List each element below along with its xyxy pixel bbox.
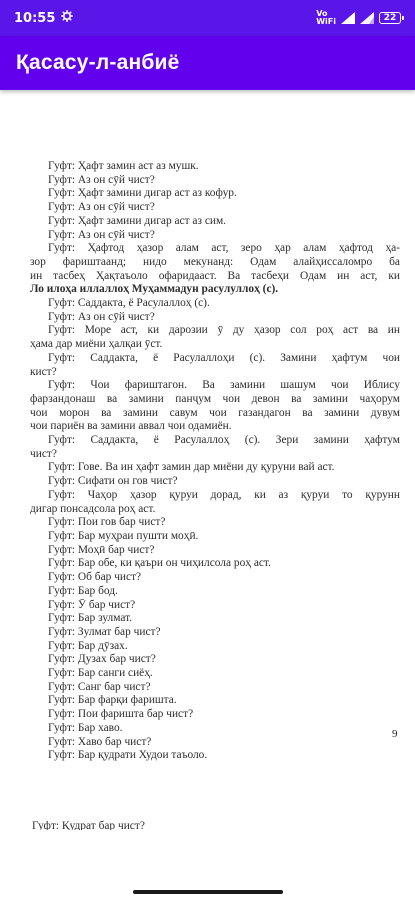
text-line: Гуфт: Бар қудрати Худои таъоло.	[48, 749, 208, 762]
text-line: Гуфт: Бар дӯзах.	[48, 639, 128, 652]
text-line: Гуфт: Об бар чист?	[48, 571, 142, 584]
text-line: Гуфт: Чои фариштагон. Ва замини шашум чои Иблиcу	[48, 379, 400, 392]
text-line: фарзандонаш ва замини панҷум чои девон ва замини чаҳорум	[30, 392, 400, 405]
battery-icon	[379, 12, 401, 24]
page-number: 9	[392, 728, 398, 740]
text-line: Гуфт: Бар фарқи фаришта.	[48, 694, 177, 707]
navigation-bar	[0, 866, 415, 900]
text-line: Гуфт: Бар муҳраи пушти моҳӣ.	[48, 529, 199, 542]
settings-gear-icon	[61, 10, 73, 26]
text-line: Гуфт: Бар хаво.	[48, 721, 123, 734]
text-line: Гуфт: Моҳӣ бар чист?	[48, 543, 155, 556]
text-line: Гуфт: Аз он сӯй чист?	[48, 173, 155, 186]
text-line: Гуфт: Ҳафт замини дигар аст аз сим.	[48, 214, 227, 227]
vowifi-indicator: Vo WiFi	[316, 9, 336, 26]
text-line-bold: Ло илоҳа иллаллоҳ Муҳаммадун расулуллоҳ (с).	[30, 283, 279, 296]
status-time: 10:55	[14, 10, 56, 26]
text-line: Гуфт: Бар бод.	[48, 584, 118, 597]
text-line: Гуфт: Море аст, ки дарозии ӯ ду ҳазор сол роҳ аст ва ин	[48, 324, 400, 337]
signal-strength-icon-2	[360, 12, 374, 24]
home-indicator[interactable]	[133, 890, 283, 894]
status-left	[14, 10, 73, 26]
app-title: Қасасу-л-анбиё	[16, 51, 180, 74]
text-line: Гуфт: Саддакта, ё Расулаллоҳ (с). Зери замини ҳафтум	[48, 434, 400, 447]
text-line: чист?	[30, 447, 57, 460]
text-line: Гуфт: Аз он сӯй чист?	[48, 228, 155, 241]
text-line: Гуфт: Ҳафтод ҳазор алам аст, зеро ҳар алам ҳафтод ҳа-	[48, 242, 400, 255]
text-line: Гуфт: Бар зулмат.	[48, 612, 133, 625]
text-line: Гуфт: Пои гов бар чист?	[48, 516, 166, 529]
status-right	[316, 10, 401, 26]
app-bar	[0, 36, 415, 90]
text-line: Гуфт: Пои фаришта бар чист?	[48, 708, 194, 721]
document-page[interactable]	[30, 160, 400, 763]
text-line: Гуфт: Дузах бар чист?	[48, 653, 156, 666]
text-line: зор фариштаанд; нидо мекунанд: Одам алайҳиссаломро ба	[30, 255, 400, 268]
text-line: Гуфт: Ҳафт замин аст аз мушк.	[48, 160, 199, 172]
text-line: Гуфт: Аз он сӯй чист?	[48, 201, 155, 214]
text-line: Гуфт: Чаҳор ҳазор қуруи дорад, ки аз қуруи то қурунн	[48, 488, 400, 501]
next-page-peek: Гуфт: Қудрат бар чист?	[32, 820, 145, 830]
text-line: Гуфт: Санг бар чист?	[48, 680, 151, 693]
text-line: Гуфт: Хаво бар чист?	[48, 735, 152, 748]
text-line: Гуфт: Бар обе, ки қаъри он чиҳилсола роҳ аст.	[48, 557, 271, 570]
status-bar	[0, 0, 415, 36]
text-line: Гуфт: Саддакта, ё Расулаллоҳи (с). Замини ҳафтум чои	[48, 351, 400, 364]
text-line: ин тасбеҳ Ҳақтаъоло офаридааст. Ва тасбеҳи Одам ин аст, ки	[30, 269, 400, 282]
text-line: Гуфт: Ҳафт замини дигар аст аз кофур.	[48, 187, 237, 200]
text-line: Гуфт: Гове. Ва ин ҳафт замин дар миёни ду қуруни вай аст.	[48, 461, 335, 474]
text-line: Гуфт: Зулмат бар чист?	[48, 625, 161, 638]
battery-level: 22	[383, 13, 397, 23]
text-line: Гуфт: Бар санги сиёҳ.	[48, 667, 153, 680]
text-line: ҳама дар миёни ҳалқаи ӯст.	[30, 338, 163, 351]
text-line: Гуфт: Ӯ бар чист?	[48, 598, 136, 611]
text-line: дигар понсадсола роҳ аст.	[30, 502, 156, 515]
signal-strength-icon	[341, 12, 355, 24]
text-line: Гуфт: Саддакта, ё Расулаллоҳ (с).	[48, 297, 210, 310]
text-line: кист?	[30, 365, 57, 378]
text-line: чои морон ва замини савум чои газандагон ва замини дувум	[30, 406, 400, 419]
text-line: Гуфт: Сифати он гов чист?	[48, 475, 178, 488]
text-line: чои париён ва замини аввал чои одамиён.	[30, 420, 232, 433]
text-line: Гуфт: Аз он сӯй чист?	[48, 310, 155, 323]
